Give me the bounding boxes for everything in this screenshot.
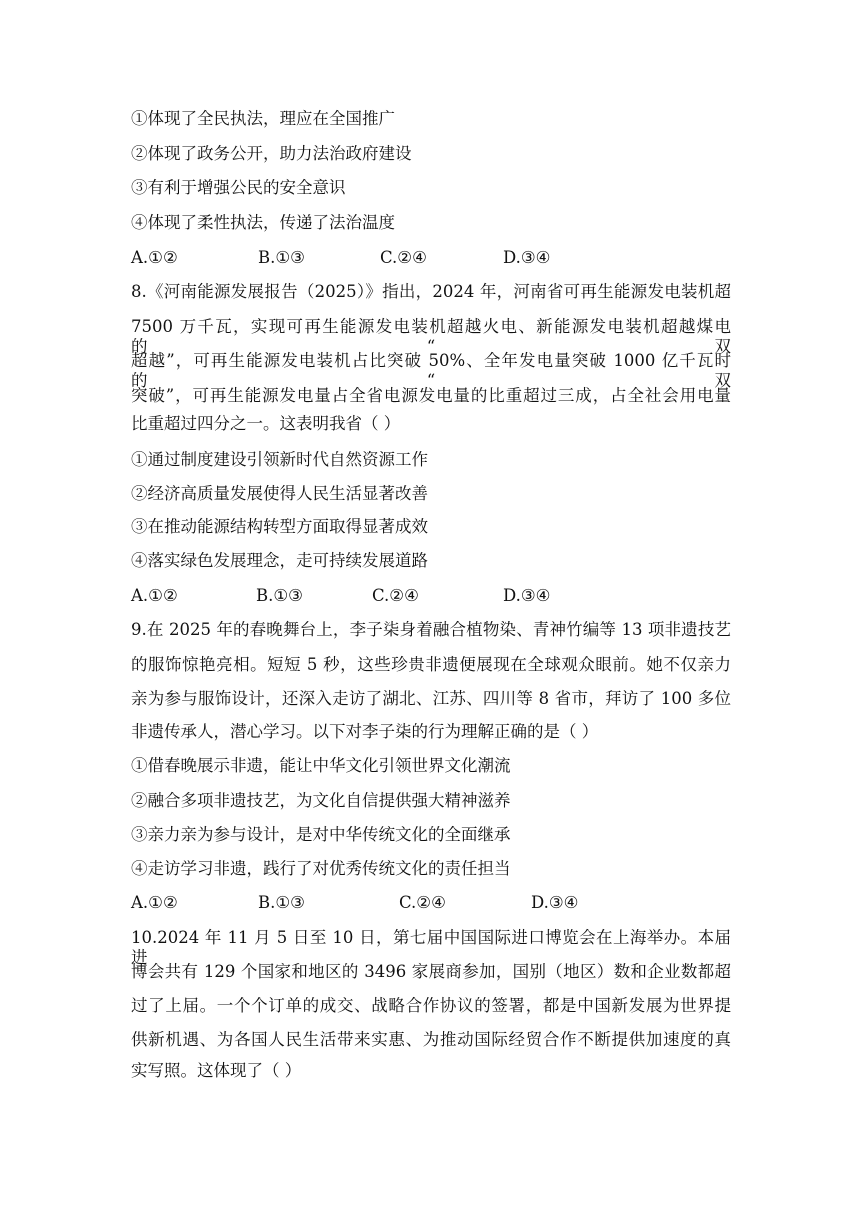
q8-option-c: C.②④ [372,586,419,605]
q9-option-b: B.①③ [258,893,305,912]
q7-option-d: D.③④ [503,248,551,267]
q9-stem-line-1: 9.在 2025 年的春晚舞台上，李子柒身着融合植物染、青神竹编等 13 项非遗技艺 [131,620,731,639]
q7-option-c: C.②④ [380,248,427,267]
q9-item-2: ②融合多项非遗技艺，为文化自信提供强大精神滋养 [131,791,511,810]
q8-item-1: ①通过制度建设引领新时代自然资源工作 [131,450,428,469]
q9-option-d: D.③④ [531,893,579,912]
q8-stem-line-3: 超越”，可再生能源发电装机占比突破 50%、全年发电量突破 1000 亿千瓦时的“双 [131,351,731,390]
q8-stem-line-1: 8.《河南能源发展报告（2025）》指出，2024 年，河南省可再生能源发电装机超 [131,282,731,301]
q10-stem-line-2: 博会共有 129 个国家和地区的 3496 家展商参加，国别（地区）数和企业数都超 [131,962,731,981]
q9-stem-line-2: 的服饰惊艳亮相。短短 5 秒，这些珍贵非遗便展现在全球观众眼前。她不仅亲力 [131,655,731,674]
q9-option-c: C.②④ [399,893,446,912]
q9-option-a: A.①② [131,893,178,912]
q7-item-3: ③有利于增强公民的安全意识 [131,178,346,197]
q10-stem-line-1: 10.2024 年 11 月 5 日至 10 日，第七届中国国际进口博览会在上海举办。本届进 [131,928,731,967]
q8-stem-line-4: 突破”，可再生能源发电量占全省电源发电量的比重超过三成，占全社会用电量 [131,386,731,405]
q7-item-2: ②体现了政务公开，助力法治政府建设 [131,144,412,163]
q8-stem-line-5: 比重超过四分之一。这表明我省（ ） [131,414,401,433]
q8-item-4: ④落实绿色发展理念，走可持续发展道路 [131,551,428,570]
q10-stem-line-3: 过了上届。一个个订单的成交、战略合作协议的签署，都是中国新发展为世界提 [131,996,731,1015]
q8-stem-line-2: 7500 万千瓦，实现可再生能源发电装机超越火电、新能源发电装机超越煤电的“双 [131,317,731,356]
q8-item-2: ②经济高质量发展使得人民生活显著改善 [131,484,428,503]
q7-option-b: B.①③ [258,248,305,267]
q9-item-3: ③亲力亲为参与设计，是对中华传统文化的全面继承 [131,825,511,844]
q9-stem-line-4: 非遗传承人，潜心学习。以下对李子柒的行为理解正确的是（ ） [131,722,599,741]
q9-item-1: ①借春晚展示非遗，能让中华文化引领世界文化潮流 [131,756,511,775]
q10-stem-line-4: 供新机遇、为各国人民生活带来实惠、为推动国际经贸合作不断提供加速度的真 [131,1030,731,1049]
q8-item-3: ③在推动能源结构转型方面取得显著成效 [131,517,428,536]
q9-item-4: ④走访学习非遗，践行了对优秀传统文化的责任担当 [131,859,511,878]
q10-stem-line-5: 实写照。这体现了（ ） [131,1061,302,1080]
q8-option-b: B.①③ [256,586,303,605]
q7-item-4: ④体现了柔性执法，传递了法治温度 [131,213,395,232]
q9-stem-line-3: 亲为参与服饰设计，还深入走访了湖北、江苏、四川等 8 省市，拜访了 100 多位 [131,689,731,708]
q7-option-a: A.①② [131,248,178,267]
q8-option-a: A.①② [131,586,178,605]
q7-item-1: ①体现了全民执法，理应在全国推广 [131,109,395,128]
q8-option-d: D.③④ [503,586,551,605]
